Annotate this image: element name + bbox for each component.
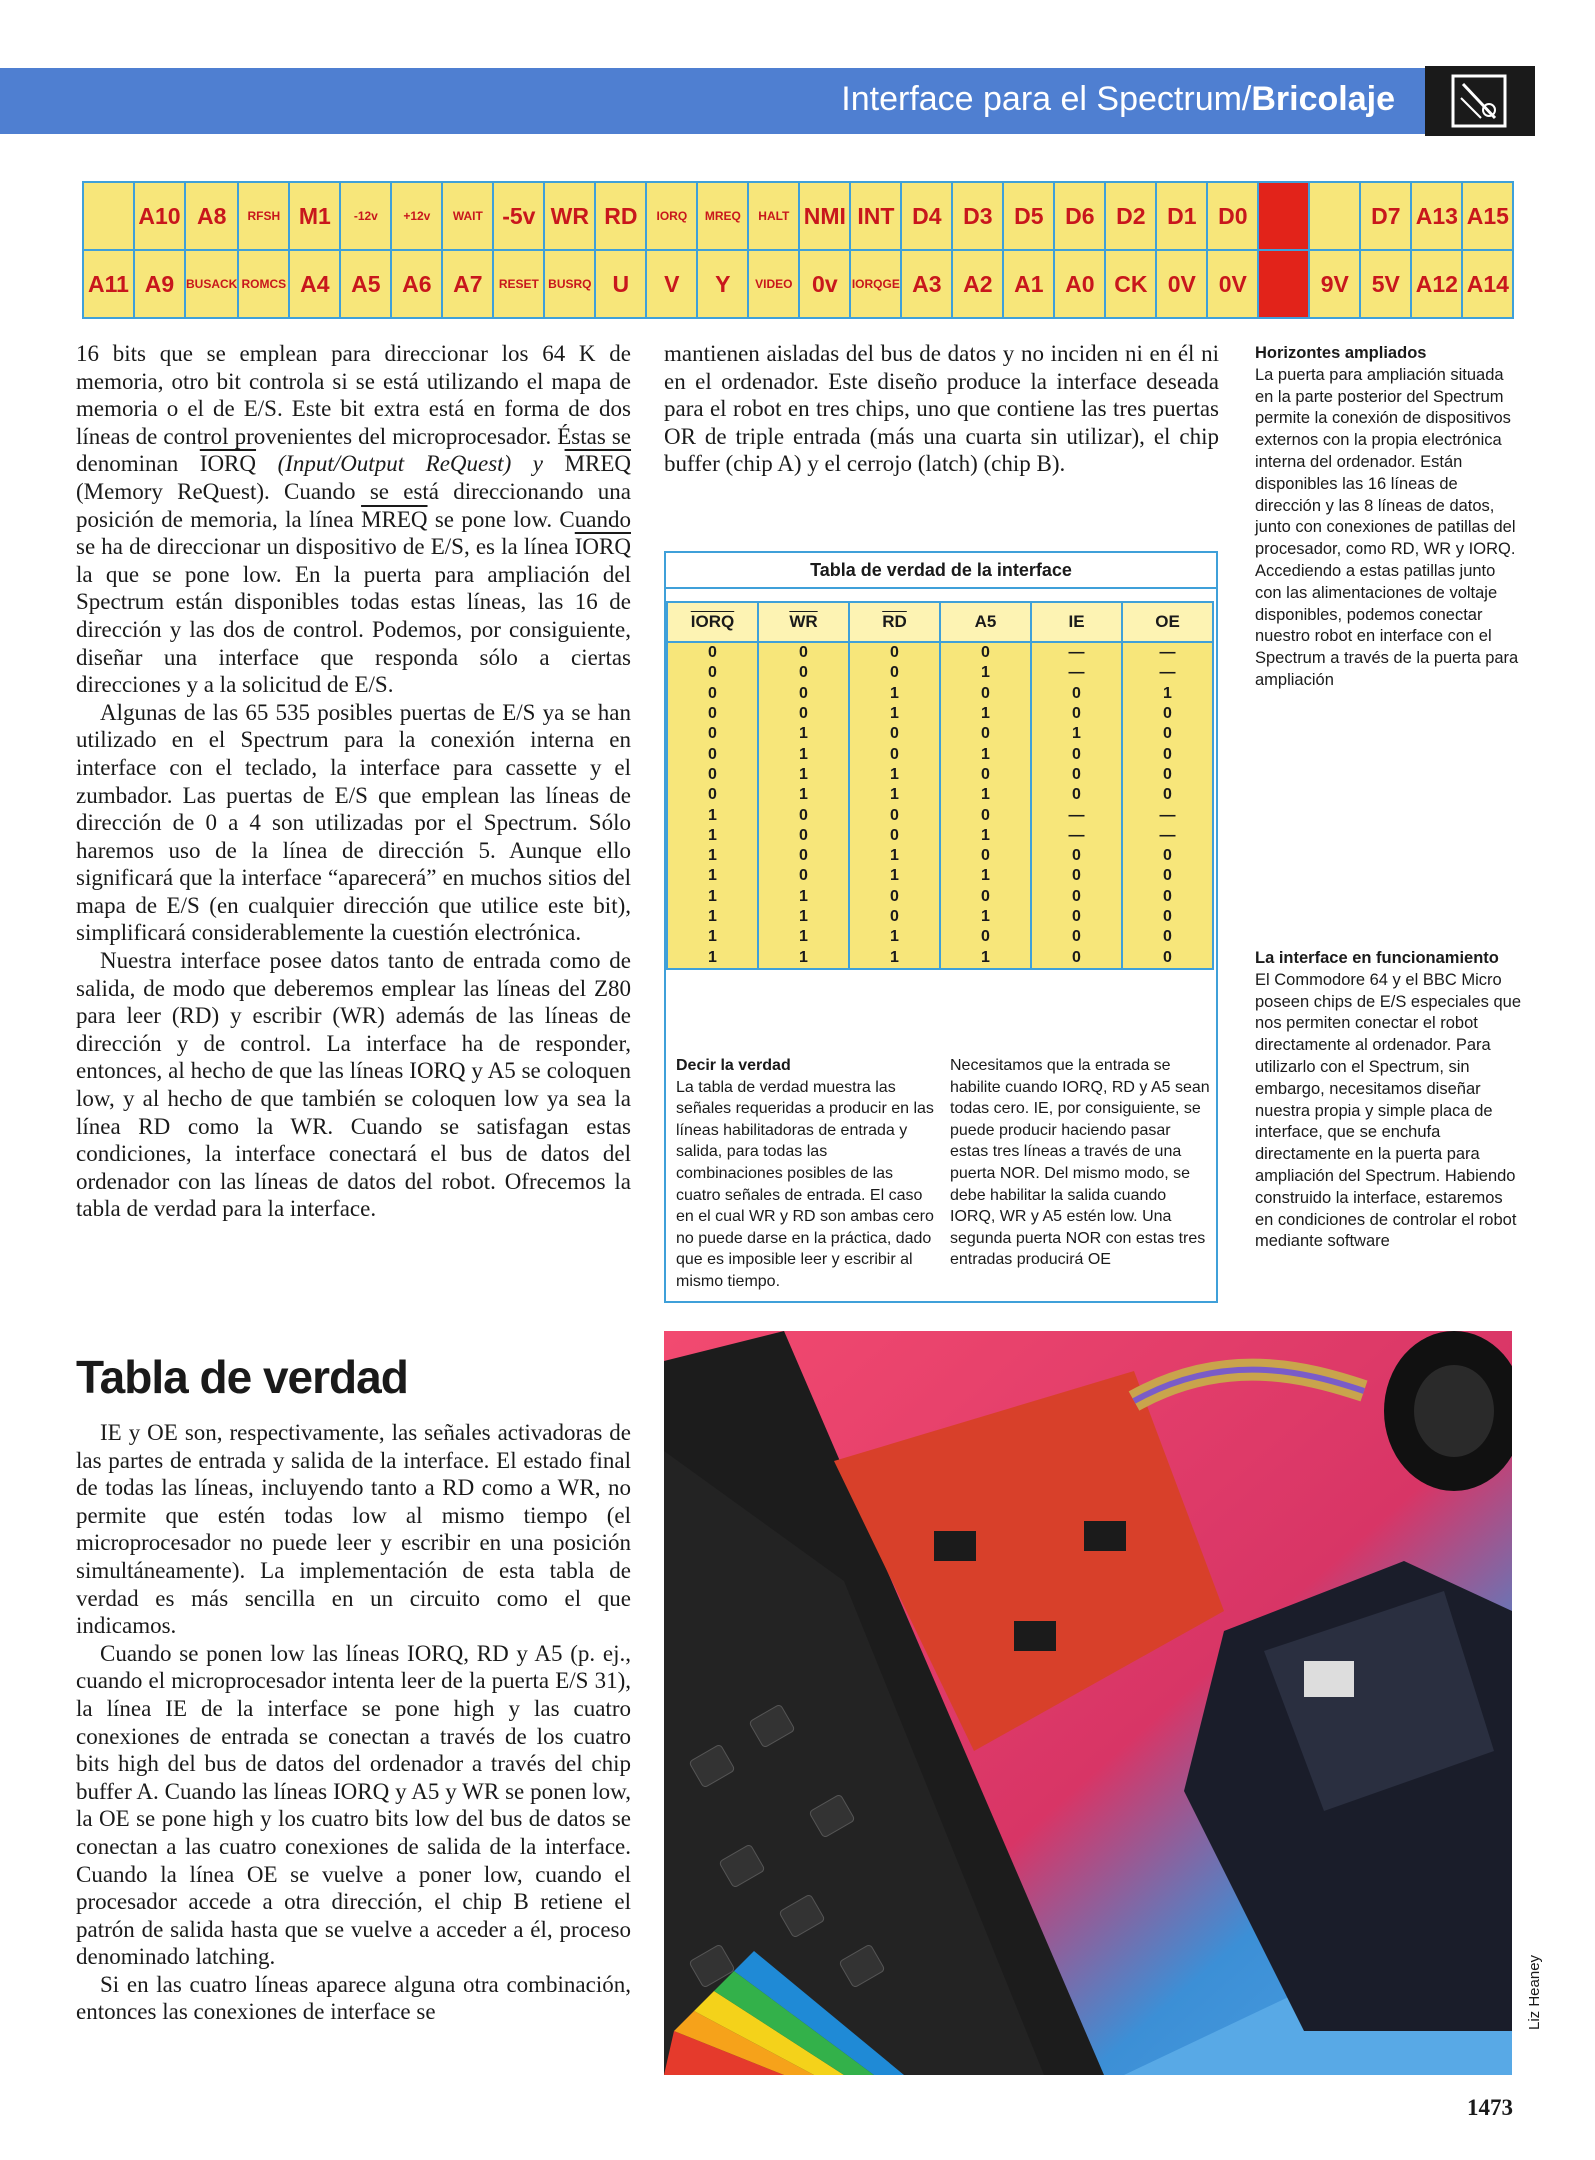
truth-table-row <box>667 663 1213 683</box>
pin-label: 0v <box>799 250 850 318</box>
truth-table-cell: 1 <box>758 947 849 968</box>
pin-label: 9V <box>1309 250 1360 318</box>
pin-label: A3 <box>901 250 952 318</box>
truth-table-header: OE <box>1122 602 1213 642</box>
pin-label: A13 <box>1411 182 1462 250</box>
truth-table-cell: 0 <box>849 887 940 907</box>
truth-table-cell: 1 <box>758 907 849 927</box>
header-title: Interface para el Spectrum/Bricolaje <box>841 80 1395 118</box>
truth-table-cell: 1 <box>758 744 849 764</box>
pin-label: U <box>595 250 646 318</box>
truth-table-cell: 0 <box>667 704 758 724</box>
pin-label: +12v <box>391 182 442 250</box>
pin-label: D6 <box>1054 182 1105 250</box>
pin-label: V <box>646 250 697 318</box>
pin-label: ROMCS <box>238 250 289 318</box>
truth-table-cell: 1 <box>667 826 758 846</box>
truth-table-header: A5 <box>940 602 1031 642</box>
truth-table-header: $\overline{WR}$ <box>758 602 849 642</box>
pin-label: -12v <box>340 182 391 250</box>
truth-table-cell: 0 <box>849 826 940 846</box>
truth-table-cell: 1 <box>667 947 758 968</box>
truth-table-row <box>667 744 1213 764</box>
truth-table-row <box>667 927 1213 947</box>
pin-label: D2 <box>1105 182 1156 250</box>
truth-table-cell: 1 <box>667 927 758 947</box>
section-heading: Tabla de verdad <box>76 1351 408 1403</box>
truth-table-row <box>667 805 1213 825</box>
pin-label: A12 <box>1411 250 1462 318</box>
truth-table-cell: 0 <box>667 765 758 785</box>
truth-table-cell: 0 <box>758 846 849 866</box>
pin-label: D3 <box>952 182 1003 250</box>
truth-table-cell: 1 <box>758 887 849 907</box>
pin-label: MREQ <box>697 182 748 250</box>
pin-label: D1 <box>1156 182 1207 250</box>
truth-table-cell: 0 <box>1031 846 1122 866</box>
logo-icon <box>1425 66 1535 136</box>
note-text-1: La tabla de verdad muestra las señales requeridas a producir en las líneas habilitadoras de entrada y salida, para todas las combinaciones posibles de las cuatro señales de entrada. El caso en el cual WR y RD son ambas cero no puede darse en la práctica, dado que es imposible leer y escribir al mismo tiempo. <box>676 1078 934 1290</box>
pin-label: 0V <box>1207 250 1258 318</box>
pin-label: A7 <box>442 250 493 318</box>
pin-label: D4 <box>901 182 952 250</box>
truth-table-cell: 1 <box>940 866 1031 886</box>
truth-table-cell: 0 <box>940 927 1031 947</box>
truth-table-cell: 1 <box>940 663 1031 683</box>
pin-label <box>1258 182 1309 250</box>
truth-table-cell: 0 <box>1122 724 1213 744</box>
truth-table-cell: — <box>1122 826 1213 846</box>
truth-table-cell: 1 <box>849 765 940 785</box>
pin-label: WAIT <box>442 182 493 250</box>
truth-table-row <box>667 785 1213 805</box>
expansion-port-pinout <box>82 181 1514 319</box>
truth-table-cell: 1 <box>849 846 940 866</box>
truth-table-cell: 0 <box>667 642 758 663</box>
pin-label: RFSH <box>238 182 289 250</box>
truth-table-cell: 0 <box>849 744 940 764</box>
pin-label: CK <box>1105 250 1156 318</box>
truth-table-row <box>667 704 1213 724</box>
pin-label <box>1258 250 1309 318</box>
truth-table-cell: 1 <box>758 927 849 947</box>
truth-table-row <box>667 887 1213 907</box>
truth-table-cell: 1 <box>849 947 940 968</box>
truth-table-header: $\overline{RD}$ <box>849 602 940 642</box>
truth-table-cell: 1 <box>1122 684 1213 704</box>
truth-table-cell: 1 <box>667 866 758 886</box>
truth-table-cell: 1 <box>940 704 1031 724</box>
truth-table-cell: 1 <box>758 724 849 744</box>
interface-photo <box>664 1331 1512 2075</box>
truth-table-cell: 0 <box>940 724 1031 744</box>
truth-table-cell: 0 <box>1122 744 1213 764</box>
truth-table-header: IE <box>1031 602 1122 642</box>
truth-table-cell: 0 <box>940 684 1031 704</box>
pin-label: RESET <box>493 250 544 318</box>
truth-table-cell: 0 <box>849 724 940 744</box>
truth-table-row <box>667 846 1213 866</box>
truth-table-cell: 0 <box>758 826 849 846</box>
truth-table-cell: 0 <box>849 805 940 825</box>
truth-table-row <box>667 724 1213 744</box>
pin-label: A5 <box>340 250 391 318</box>
pin-label: RD <box>595 182 646 250</box>
truth-table-row <box>667 866 1213 886</box>
pin-label: D7 <box>1360 182 1411 250</box>
truth-table-cell: 0 <box>940 846 1031 866</box>
truth-table-cell: — <box>1122 663 1213 683</box>
truth-table <box>666 601 1214 970</box>
truth-table-cell: 0 <box>758 663 849 683</box>
truth-table-row <box>667 684 1213 704</box>
truth-table-cell: 0 <box>1031 927 1122 947</box>
truth-table-row <box>667 642 1213 663</box>
truth-table-cell: 0 <box>667 785 758 805</box>
pin-label: A11 <box>83 250 134 318</box>
pin-label: A8 <box>185 182 238 250</box>
truth-table-cell: 0 <box>1031 765 1122 785</box>
truth-table-cell: 1 <box>940 785 1031 805</box>
truth-table-cell: 0 <box>940 765 1031 785</box>
truth-table-cell: 0 <box>1122 927 1213 947</box>
truth-table-cell: — <box>1031 663 1122 683</box>
truth-table-cell: 0 <box>758 805 849 825</box>
note-title: Decir la verdad <box>676 1057 791 1074</box>
truth-table-box <box>664 551 1218 1303</box>
pin-label: A14 <box>1462 250 1513 318</box>
page-number: 1473 <box>1467 2095 1513 2120</box>
truth-table-cell: 0 <box>940 642 1031 663</box>
truth-table-cell: 1 <box>940 947 1031 968</box>
truth-table-title: Tabla de verdad de la interface <box>666 553 1216 589</box>
truth-table-cell: 0 <box>1122 846 1213 866</box>
truth-table-cell: 1 <box>1031 724 1122 744</box>
truth-table-cell: 1 <box>758 785 849 805</box>
note-text-2: Necesitamos que la entrada se habilite cuando IORQ, RD y A5 sean todas cero. IE, por consiguiente, se puede producir haciendo pasar estas tres líneas a través de una puerta NOR. Del mismo modo, se debe habilitar la salida cuando IORQ, WR y A5 estén low. Una segunda puerta NOR con estas tres entradas producirá OE <box>950 1057 1210 1269</box>
pin-label: A10 <box>134 182 185 250</box>
pin-label: IORQGE <box>850 250 901 318</box>
truth-table-cell: 0 <box>758 642 849 663</box>
truth-table-cell: 1 <box>849 704 940 724</box>
truth-table-cell: 0 <box>1031 947 1122 968</box>
truth-table-cell: 0 <box>940 805 1031 825</box>
truth-table-cell: 0 <box>1031 704 1122 724</box>
truth-table-cell: 1 <box>940 907 1031 927</box>
truth-table-cell: 1 <box>667 846 758 866</box>
truth-table-cell: 1 <box>849 785 940 805</box>
truth-table-cell: 0 <box>1122 704 1213 724</box>
pin-label: A15 <box>1462 182 1513 250</box>
pin-label: A6 <box>391 250 442 318</box>
pin-label: Y <box>697 250 748 318</box>
truth-table-header: IORQ <box>667 602 758 642</box>
pin-label: IORQ <box>646 182 697 250</box>
truth-table-cell: 0 <box>667 724 758 744</box>
truth-table-cell: — <box>1122 805 1213 825</box>
pin-label <box>83 182 134 250</box>
truth-table-cell: 0 <box>1031 866 1122 886</box>
truth-table-cell: 0 <box>667 663 758 683</box>
pin-label: A4 <box>289 250 340 318</box>
column-1-top: 16 bits que se emplean para direccionar los 64 K de memoria, otro bit controla si se está utilizando el mapa de memoria o el de E/S. Este bit extra está en forma de dos líneas de control provenientes del microprocesador. Éstas se denominan IORQ (Input/Output ReQuest) y MREQ (Memory ReQuest). Cuando se está direccionando una posición de memoria, la línea MREQ se pone low. Cuando se ha de direccionar un dispositivo de E/S, es la línea IORQ la que se pone low. En la puerta para ampliación del Spectrum están disponibles todas estas líneas, las 16 de dirección y las dos de control. Podemos, por consiguiente, diseñar una interface que responda sólo a ciertas direcciones y a la solicitud de E/S. Algunas de las 65 535 posibles puertas de E/S ya se han utilizado en el Spectrum para la conexión interna en interface con el teclado, la interface para cassette y el zumbador. Las puertas de E/S que emplean las líneas de dirección de 0 a 4 son utilizadas por el Spectrum. Sólo haremos uso de la línea de dirección 5. Aunque ello significará que la interface “aparecerá” en muchos sitios del mapa de E/S (en cualquier dirección que utilice este bit), simplificará considerablemente la cuestión electrónica. Nuestra interface posee datos tanto de entrada como de salida, de modo que deberemos emplear las líneas del Z80 para leer (RD) y escribir (WR) además de las líneas de dirección y de control. La interface ha de responder, entonces, al hecho de que las líneas IORQ y A5 se coloquen low, y al hecho de que también se coloquen low ya sea la línea RD como la WR. Cuando se satisfagan estas condiciones, la interface conectará el bus de datos del ordenador con las líneas de datos del robot. Ofrecemos la tabla de verdad para la interface. <box>76 341 632 1222</box>
truth-table-cell: 0 <box>1031 907 1122 927</box>
pin-label: INT <box>850 182 901 250</box>
pin-label: BUSRQ <box>544 250 595 318</box>
truth-table-cell: 0 <box>940 887 1031 907</box>
truth-table-cell: 0 <box>1122 866 1213 886</box>
truth-table-cell: 0 <box>758 684 849 704</box>
truth-table-cell: — <box>1122 642 1213 663</box>
column-2-top: mantienen aisladas del bus de datos y no inciden ni en él ni en el ordenador. Este diseño produce la interface deseada para el robot en tres chips, uno que contiene las tres puertas OR de triple entrada (más una cuarta sin utilizar), el chip buffer (chip A) y el cerrojo (latch) (chip B). <box>664 341 1219 477</box>
truth-table-cell: 1 <box>849 866 940 886</box>
truth-table-cell: 1 <box>940 826 1031 846</box>
sidebar-horizontes: Horizontes ampliados La puerta para ampliación situada en la parte posterior del Spectrum permite la conexión de dispositivos externos con la propia electrónica interna del ordenador. Están disponibles las 16 líneas de dirección y las 8 líneas de datos, junto con conexiones de patillas del procesador, como RD, WR y IORQ. Accediendo a estas patillas junto con las alimentaciones de voltaje disponibles, podemos conectar nuestro robot en interface con el Spectrum a través de la puerta para ampliación <box>1255 344 1519 689</box>
truth-table-cell: 1 <box>758 765 849 785</box>
truth-table-cell: — <box>1031 805 1122 825</box>
truth-table-cell: 0 <box>758 866 849 886</box>
pin-label <box>1309 182 1360 250</box>
sidebar-interface: La interface en funcionamiento El Commodore 64 y el BBC Micro poseen chips de E/S especiales que nos permiten conectar el robot directamente al ordenador. Para utilizarlo con el Spectrum, sin embargo, necesitamos diseñar nuestra propia y simple placa de interface, que se enchufa directamente en la puerta para ampliación del Spectrum. Habiendo construido la interface, estaremos en condiciones de controlar el robot mediante software <box>1255 949 1522 1251</box>
pin-label: A2 <box>952 250 1003 318</box>
truth-table-cell: 0 <box>667 684 758 704</box>
pin-label: A1 <box>1003 250 1054 318</box>
truth-table-cell: 0 <box>1122 765 1213 785</box>
column-1-bottom: IE y OE son, respectivamente, las señales activadoras de las partes de entrada y salida de la interface. El estado final de todas las líneas, incluyendo tanto a RD como a WR, no permite que estén todas low al mismo tiempo (el microprocesador no puede leer y escribir en una posición simultáneamente). La implementación de esta tabla de verdad es más sencilla en un circuito como el que indicamos. Cuando se ponen low las líneas IORQ, RD y A5 (p. ej., cuando el microprocesador intenta leer de la puerta E/S 31), la línea IE de la interface se pone high y las cuatro conexiones de entrada se conectan a través de los cuatro bits high del bus de datos del ordenador a través del chip buffer A. Cuando las líneas IORQ y A5 y WR se ponen low, la OE se pone high y los cuatro bits low del bus de datos se conectan a las cuatro conexiones de salida de la interface. Cuando la línea OE se vuelve a poner low, cuando el procesador accede a otra dirección, el chip B retiene el patrón de salida hasta que se vuelve a acceder a él, proceso denominado latching. Si en las cuatro líneas aparece alguna otra combinación, entonces las conexiones de interface se <box>76 1420 631 2025</box>
truth-table-row <box>667 947 1213 968</box>
pin-label: BUSACK <box>185 250 238 318</box>
truth-table-cell: 0 <box>849 907 940 927</box>
pin-label: NMI <box>799 182 850 250</box>
truth-table-row <box>667 765 1213 785</box>
pin-label: M1 <box>289 182 340 250</box>
truth-table-cell: 1 <box>849 927 940 947</box>
truth-table-cell: 1 <box>667 805 758 825</box>
pin-label: -5v <box>493 182 544 250</box>
truth-table-cell: 0 <box>1122 947 1213 968</box>
truth-table-cell: 0 <box>1031 744 1122 764</box>
pin-label: WR <box>544 182 595 250</box>
pin-label: A9 <box>134 250 185 318</box>
truth-table-cell: 0 <box>1122 785 1213 805</box>
truth-table-row <box>667 907 1213 927</box>
truth-table-cell: 0 <box>849 663 940 683</box>
pin-row-bottom <box>83 250 1513 318</box>
truth-table-cell: 0 <box>1031 785 1122 805</box>
pin-label: D5 <box>1003 182 1054 250</box>
truth-table-cell: 1 <box>849 684 940 704</box>
truth-table-cell: 0 <box>1031 684 1122 704</box>
truth-table-cell: 0 <box>1122 887 1213 907</box>
truth-table-cell: 0 <box>1031 887 1122 907</box>
pin-label: VIDEO <box>748 250 799 318</box>
pin-label: 0V <box>1156 250 1207 318</box>
pin-row-top <box>83 182 1513 250</box>
truth-table-cell: 0 <box>1122 907 1213 927</box>
pin-label: 5V <box>1360 250 1411 318</box>
truth-table-cell: 0 <box>849 642 940 663</box>
truth-table-cell: — <box>1031 642 1122 663</box>
truth-table-row <box>667 826 1213 846</box>
truth-table-cell: 0 <box>758 704 849 724</box>
pin-label: HALT <box>748 182 799 250</box>
truth-table-cell: 1 <box>940 744 1031 764</box>
photo-credit: Liz Heaney <box>1526 1954 1543 2030</box>
truth-table-cell: — <box>1031 826 1122 846</box>
truth-table-cell: 0 <box>667 744 758 764</box>
truth-table-cell: 1 <box>667 907 758 927</box>
pin-label: A0 <box>1054 250 1105 318</box>
pin-label: D0 <box>1207 182 1258 250</box>
truth-table-cell: 1 <box>667 887 758 907</box>
